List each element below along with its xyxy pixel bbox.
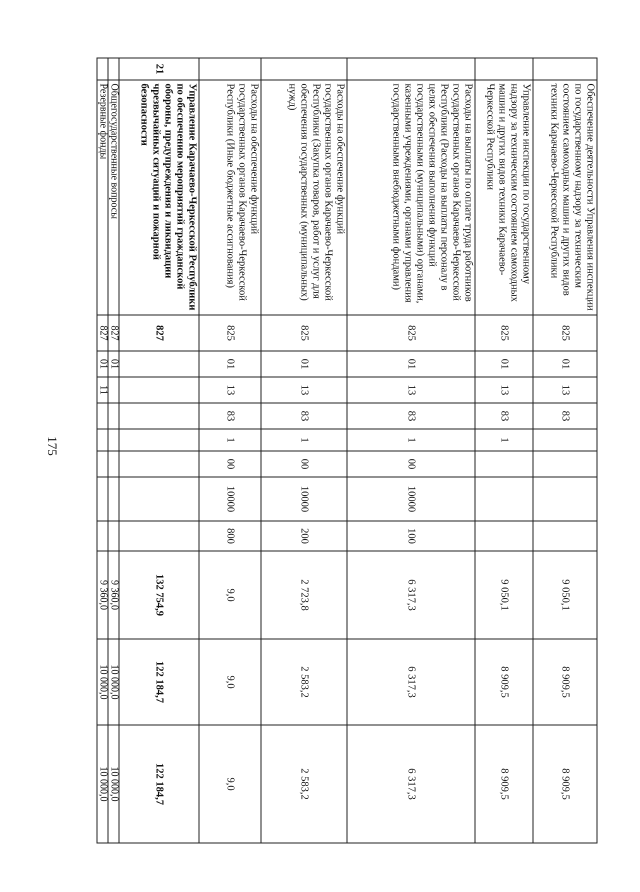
amount-year-2: 8 909,5	[533, 639, 597, 725]
code-subsection	[108, 377, 119, 403]
code-program: 83	[261, 403, 347, 429]
code-section	[119, 351, 199, 377]
code-main-event	[119, 451, 199, 477]
amount-year-3: 10 000,0	[97, 725, 108, 843]
amount-year-1: 2 723,8	[261, 551, 347, 639]
code-subprogram	[97, 429, 108, 451]
amount-year-3: 2 583,2	[261, 725, 347, 843]
code-subprogram	[119, 429, 199, 451]
row-number: 21	[119, 58, 199, 80]
code-ved: 825	[199, 315, 261, 351]
code-ved: 827	[119, 315, 199, 351]
code-ved: 825	[261, 315, 347, 351]
amount-year-3: 122 184,7	[119, 725, 199, 843]
row-name: Общегосударственные вопросы	[108, 80, 119, 315]
code-direction: 10000	[199, 477, 261, 521]
table-row	[108, 58, 119, 843]
budget-table-rotated	[97, 58, 598, 843]
code-ved: 825	[533, 315, 597, 351]
code-ved: 825	[347, 315, 475, 351]
amount-year-2: 9,0	[199, 639, 261, 725]
code-expense-type: 800	[199, 521, 261, 551]
code-ved: 827	[108, 315, 119, 351]
code-subsection: 13	[533, 377, 597, 403]
amount-year-2: 8 909,5	[475, 639, 533, 725]
row-number	[533, 58, 597, 80]
code-subsection: 13	[261, 377, 347, 403]
amount-year-2: 10 000,0	[108, 639, 119, 725]
code-program: 83	[199, 403, 261, 429]
amount-year-2: 122 184,7	[119, 639, 199, 725]
row-number	[97, 58, 108, 80]
code-subprogram	[533, 429, 597, 451]
amount-year-1: 9 050,1	[533, 551, 597, 639]
code-section: 01	[475, 351, 533, 377]
amount-year-3: 9,0	[199, 725, 261, 843]
code-direction	[533, 477, 597, 521]
code-subsection: 13	[199, 377, 261, 403]
table-row	[261, 58, 347, 843]
code-expense-type	[533, 521, 597, 551]
page-number: 175	[45, 436, 60, 456]
row-number	[261, 58, 347, 80]
row-name: Обеспечение деятельности Управления инспекции по государственному надзору за техническим состоянием самоходных машин и других видов техники Карачаево-Черкесской Республики	[533, 80, 597, 315]
row-name: Расходы на обеспечение функций государственных органов Карачаево-Черкесской Республики (Закупка товаров, работ и услуг для обеспечения государственных (муниципальных) нужд)	[261, 80, 347, 315]
amount-year-2: 2 583,2	[261, 639, 347, 725]
row-number	[108, 58, 119, 80]
code-direction: 10000	[261, 477, 347, 521]
code-main-event: 00	[347, 451, 475, 477]
code-direction	[108, 477, 119, 521]
code-expense-type	[119, 521, 199, 551]
code-main-event: 00	[261, 451, 347, 477]
amount-year-1: 9 050,1	[475, 551, 533, 639]
amount-year-1: 9,0	[199, 551, 261, 639]
code-subsection: 13	[475, 377, 533, 403]
amount-year-2: 6 317,3	[347, 639, 475, 725]
code-subsection: 13	[347, 377, 475, 403]
code-program: 83	[533, 403, 597, 429]
code-main-event	[97, 451, 108, 477]
row-name: Расходы на обеспечение функций государственных органов Карачаево-Черкесской Республики (Иные бюджетные ассигнования)	[199, 80, 261, 315]
code-section: 01	[108, 351, 119, 377]
table-row	[97, 58, 108, 843]
code-expense-type	[108, 521, 119, 551]
code-direction	[97, 477, 108, 521]
code-section: 01	[261, 351, 347, 377]
code-program	[97, 403, 108, 429]
budget-table	[97, 58, 598, 844]
amount-year-2: 10 000,0	[97, 639, 108, 725]
code-expense-type: 100	[347, 521, 475, 551]
code-subprogram: 1	[199, 429, 261, 451]
code-expense-type: 200	[261, 521, 347, 551]
code-subsection: 11	[97, 377, 108, 403]
code-program: 83	[347, 403, 475, 429]
code-program	[119, 403, 199, 429]
amount-year-1: 132 754,9	[119, 551, 199, 639]
code-expense-type	[97, 521, 108, 551]
amount-year-3: 8 909,5	[533, 725, 597, 843]
code-subsection	[119, 377, 199, 403]
row-name: Управление Карачаево-Черкесской Республики по обеспечению мероприятий гражданской обороны, предупреждения и ликвидации чрезвычайных ситуаций и пожарной безопасности	[119, 80, 199, 315]
table-row	[347, 58, 475, 843]
amount-year-1: 6 317,3	[347, 551, 475, 639]
amount-year-3: 6 317,3	[347, 725, 475, 843]
code-program	[108, 403, 119, 429]
table-row	[199, 58, 261, 843]
code-direction: 10000	[347, 477, 475, 521]
table-row	[475, 58, 533, 843]
row-name: Управление инспекции по государственному надзору за техническим состоянием самоходных машин и других видов техники Карачаево-Черкесской Республики	[475, 80, 533, 315]
code-section: 01	[347, 351, 475, 377]
code-section: 01	[199, 351, 261, 377]
code-program: 83	[475, 403, 533, 429]
code-subprogram: 1	[475, 429, 533, 451]
table-body	[97, 58, 597, 843]
code-expense-type	[475, 521, 533, 551]
row-number	[475, 58, 533, 80]
code-main-event	[533, 451, 597, 477]
code-main-event	[108, 451, 119, 477]
amount-year-3: 10 000,0	[108, 725, 119, 843]
code-direction	[475, 477, 533, 521]
code-section: 01	[97, 351, 108, 377]
code-main-event	[475, 451, 533, 477]
code-subprogram: 1	[347, 429, 475, 451]
row-number	[347, 58, 475, 80]
code-subprogram: 1	[261, 429, 347, 451]
amount-year-1: 9 360,0	[108, 551, 119, 639]
code-section: 01	[533, 351, 597, 377]
row-name: Резервные фонды	[97, 80, 108, 315]
table-row	[119, 58, 199, 843]
code-ved: 827	[97, 315, 108, 351]
amount-year-3: 8 909,5	[475, 725, 533, 843]
code-main-event: 00	[199, 451, 261, 477]
row-number	[199, 58, 261, 80]
amount-year-1: 9 360,0	[97, 551, 108, 639]
code-direction	[119, 477, 199, 521]
code-subprogram	[108, 429, 119, 451]
table-row	[533, 58, 597, 843]
row-name: Расходы на выплаты по оплате труда работников государственных органов Карачаево-Черкесской Республики (Расходы на выплаты персоналу в целях обеспечения выполнения функций государственными (муниципальными) органами, казенными учреждениями, органами управления государственными внебюджетными фондами)	[347, 80, 475, 315]
code-ved: 825	[475, 315, 533, 351]
